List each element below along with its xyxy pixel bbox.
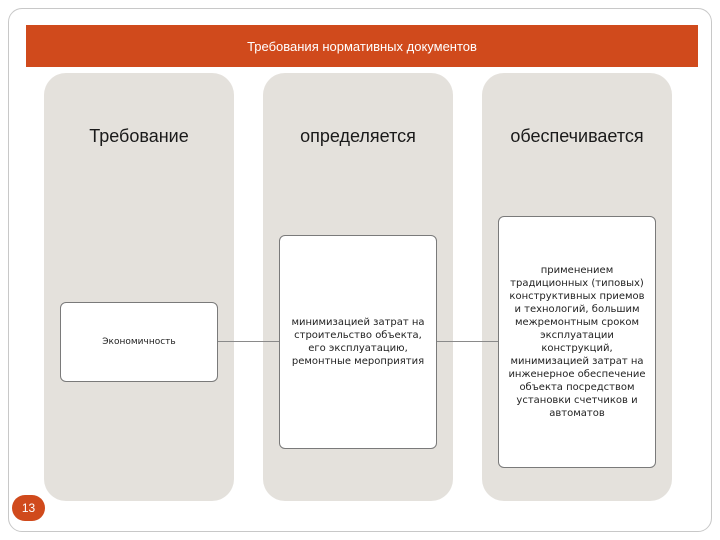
node-determined-text: минимизацией затрат на строительство объекта, его эксплуатацию, ремонтные мероприятия	[291, 317, 425, 367]
page-number-badge	[12, 495, 45, 521]
column-header-requirement: Требование	[89, 125, 189, 146]
page-number: 13	[21, 501, 36, 515]
connector-line	[437, 341, 498, 342]
node-requirement	[60, 302, 218, 382]
node-determined	[279, 235, 437, 449]
connector-line	[218, 341, 279, 342]
node-requirement-text: Экономичность	[102, 337, 176, 347]
slide-title-bar	[26, 25, 698, 67]
column-header-ensured: обеспечивается	[510, 125, 644, 146]
column-header-determined: определяется	[300, 125, 416, 146]
node-ensured-text: применением традиционных (типовых) конструктивных приемов и технологий, большим межремонтным сроком эксплуатации конструкций, минимизацией затрат на инженерное обеспечение объекта посредством установки счетчиков и автоматов	[508, 265, 646, 419]
node-ensured	[498, 216, 656, 468]
slide-title: Требования нормативных документов	[247, 38, 477, 54]
